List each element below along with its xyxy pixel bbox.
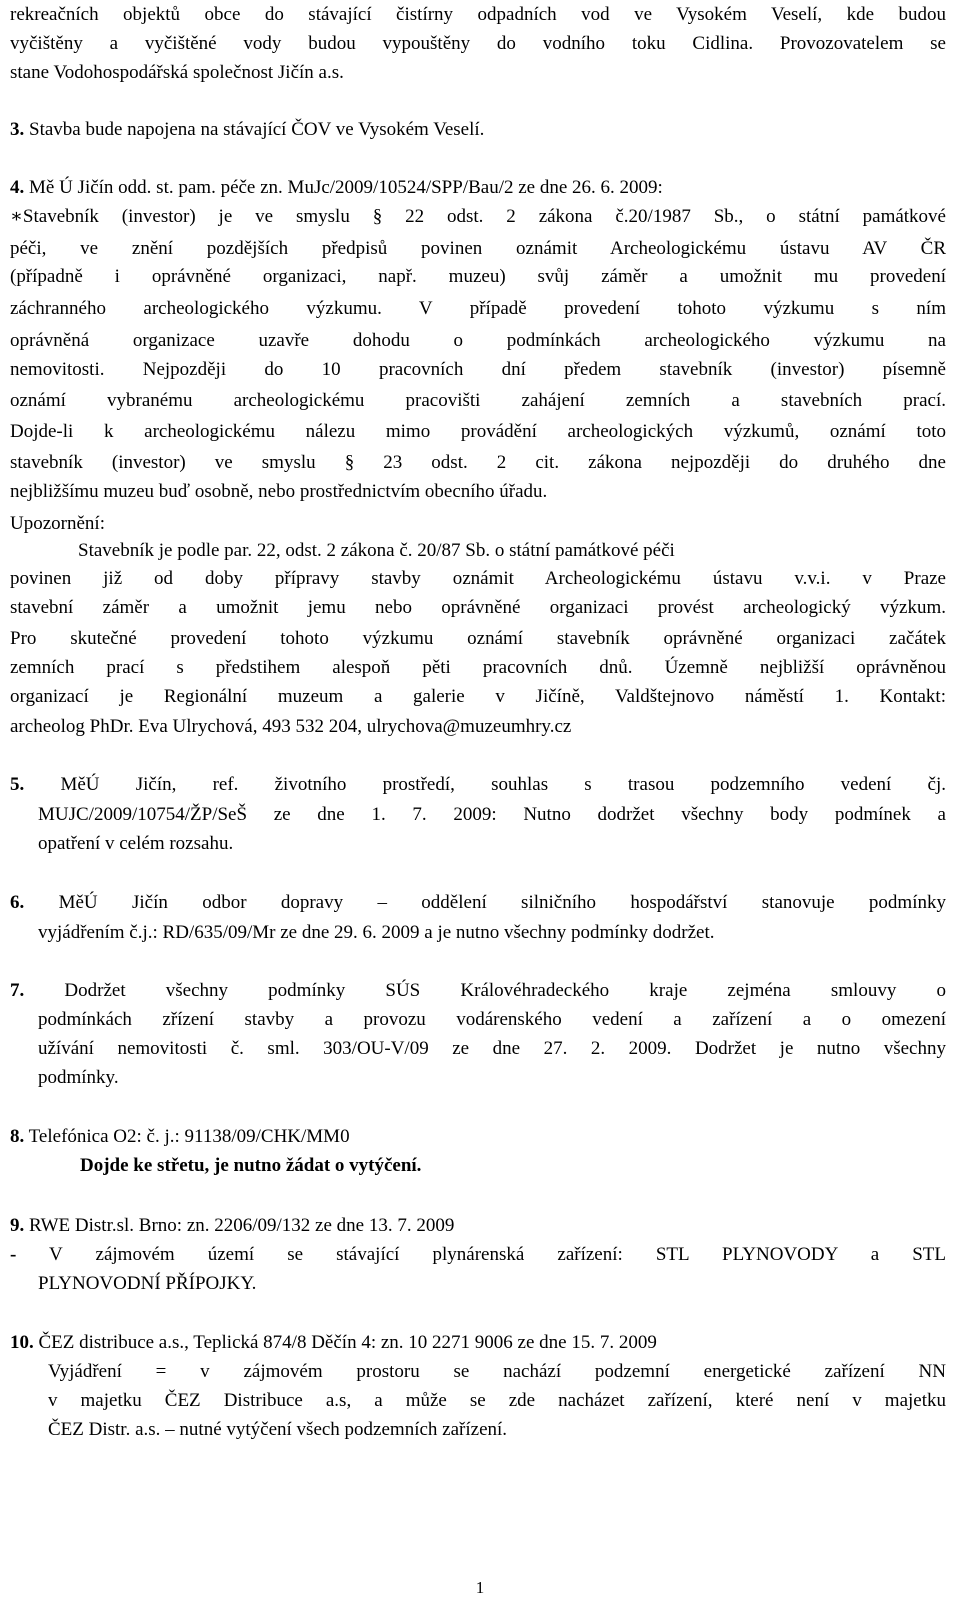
text-line (78, 540, 675, 562)
line-text: oznámí vybranému archeologickému pracovišti zahájení zemních a stavebních prací. (10, 390, 946, 411)
line-text: Dojde ke střetu, je nutno žádat o vytýčení. (80, 1155, 422, 1176)
line-text: zemních prací s předstihem alespoň pěti pracovních dnů. Územně nejbližší oprávněnou (10, 657, 946, 678)
line-text: Telefónica O2: č. j.: 91138/09/CHK/MM0 (24, 1126, 350, 1147)
text-line (10, 892, 946, 914)
line-text: nemovitosti. Nejpozději do 10 pracovních dní předem stavebník (investor) písemně (10, 359, 946, 380)
line-text: opatření v celém rozsahu. (38, 833, 234, 854)
text-line (10, 716, 571, 738)
text-line (48, 1419, 507, 1441)
text-line (10, 597, 946, 619)
line-text: ČEZ Distr. a.s. – nutné vytýčení všech podzemních zařízení. (48, 1419, 508, 1440)
text-line (38, 804, 946, 826)
text-line (10, 238, 946, 260)
text-line (48, 1390, 946, 1412)
line-text: Upozornění: (10, 513, 105, 534)
text-line (10, 657, 946, 679)
line-text: péči, ve znění pozdějších předpisů povinen oznámit Archeologickému ústavu AV ČR (10, 238, 946, 259)
text-line (10, 330, 946, 352)
text-line (10, 390, 946, 412)
text-line (38, 1009, 946, 1031)
item-number: 10. (10, 1332, 34, 1353)
line-text: užívání nemovitosti č. sml. 303/OU-V/09 ze dne 27. 2. 2009. Dodržet je nutno všechny (38, 1038, 946, 1059)
page-number: 1 (475, 1578, 485, 1597)
text-line (38, 833, 233, 855)
line-text: stane Vodohospodářská společnost Jičín a.s. (10, 62, 344, 83)
line-text: RWE Distr.sl. Brno: zn. 2206/09/132 ze dne 13. 7. 2009 (24, 1215, 455, 1236)
line-text: rekreačních objektů obce do stávající čistírny odpadních vod ve Vysokém Veselí, kde budou (10, 4, 946, 25)
line-text: organizací je Regionální muzeum a galerie v Jičíně, Valdštejnovo náměstí 1. Kontakt: (10, 686, 946, 707)
text-line (10, 568, 946, 590)
text-line (10, 452, 946, 474)
line-text: povinen již od doby přípravy stavby oznámit Archeologickému ústavu v.v.i. v Praze (10, 568, 946, 589)
line-text: oprávněná organizace uzavře dohodu o podmínkách archeologického výzkumu na (10, 330, 946, 351)
text-line (10, 686, 946, 708)
text-line (10, 628, 946, 650)
line-text: vyčištěny a vyčištěné vody budou vypouštěny do vodního toku Cidlina. Provozovatelem se (10, 33, 946, 54)
line-text: vyjádřením č.j.: RD/635/09/Mr ze dne 29. 6. 2009 a je nutno všechny podmínky dodržet. (38, 922, 715, 943)
line-text: ČEZ distribuce a.s., Teplická 874/8 Děčín 4: zn. 10 2271 9006 ze dne 15. 7. 2009 (33, 1332, 657, 1353)
item-number: 7. (10, 980, 25, 1001)
text-line (10, 33, 946, 55)
text-line (38, 1067, 119, 1089)
text-line (10, 421, 946, 443)
line-text: MěÚ Jičín, ref. životního prostředí, souhlas s trasou podzemního vedení čj. (24, 774, 946, 795)
line-text: MěÚ Jičín odbor dopravy – oddělení silničního hospodářství stanovuje podmínky (24, 892, 946, 913)
text-line (38, 1273, 256, 1295)
item-number: 8. (10, 1126, 25, 1147)
text-line (10, 774, 946, 796)
item-number: 6. (10, 892, 25, 913)
text-line (38, 922, 715, 944)
item-number: 5. (10, 774, 25, 795)
text-line (10, 980, 946, 1002)
line-text: ∗Stavebník (investor) je ve smyslu § 22 odst. 2 zákona č.20/1987 Sb., o státní památkové (10, 206, 946, 227)
text-line (38, 1038, 946, 1060)
text-line (10, 298, 946, 320)
text-line (10, 119, 484, 141)
text-line (10, 62, 344, 84)
line-text: podmínky. (38, 1067, 119, 1088)
line-text: Dodržet všechny podmínky SÚS Královéhradeckého kraje zejména smlouvy o (24, 980, 946, 1001)
line-text: podmínkách zřízení stavby a provozu vodárenského vedení a zařízení a o omezení (38, 1009, 946, 1030)
text-line (10, 1215, 454, 1237)
line-text: Vyjádření = v zájmovém prostoru se nachází podzemní energetické zařízení NN (48, 1361, 946, 1382)
line-text: záchranného archeologického výzkumu. V případě provedení tohoto výzkumu s ním (10, 298, 946, 319)
line-text: nejbližšímu muzeu buď osobně, nebo prostřednictvím obecního úřadu. (10, 481, 548, 502)
line-text: (případně i oprávněné organizaci, např. muzeu) svůj záměr a umožnit mu provedení (10, 266, 946, 287)
line-text: Stavba bude napojena na stávající ČOV ve Vysokém Veselí. (24, 119, 485, 140)
text-line (10, 4, 946, 26)
line-text: stavebník (investor) ve smyslu § 23 odst. 2 cit. zákona nejpozději do druhého dne (10, 452, 946, 473)
line-text: V zájmovém území se stávající plynárenská zařízení: STL PLYNOVODY a STL (16, 1244, 946, 1265)
item-number: - (10, 1244, 17, 1265)
text-line (10, 1126, 350, 1148)
text-line (10, 359, 946, 381)
text-line (10, 206, 946, 228)
item-number: 4. (10, 177, 25, 198)
line-text: Pro skutečné provedení tohoto výzkumu oznámí stavebník oprávněné organizaci začátek (10, 628, 946, 649)
line-text: Stavebník je podle par. 22, odst. 2 zákona č. 20/87 Sb. o státní památkové péči (78, 540, 675, 561)
text-line (10, 1244, 946, 1266)
line-text: MUJC/2009/10754/ŽP/SeŠ ze dne 1. 7. 2009: Nutno dodržet všechny body podmínek a (38, 804, 946, 825)
text-line (10, 513, 105, 535)
line-text: stavební záměr a umožnit jemu nebo oprávněné organizaci provést archeologický výzkum. (10, 597, 946, 618)
line-text: PLYNOVODNÍ PŘÍPOJKY. (38, 1273, 257, 1294)
line-text: Dojde-li k archeologickému nálezu mimo provádění archeologických výzkumů, oznámí toto (10, 421, 946, 442)
text-line (10, 177, 663, 199)
item-number: 9. (10, 1215, 25, 1236)
text-line (10, 481, 547, 503)
item-number: 3. (10, 119, 25, 140)
line-text: Mě Ú Jičín odd. st. pam. péče zn. MuJc/2009/10524/SPP/Bau/2 ze dne 26. 6. 2009: (24, 177, 663, 198)
text-line (48, 1361, 946, 1383)
text-line (10, 266, 946, 288)
text-line (10, 1332, 657, 1354)
text-line (80, 1155, 421, 1177)
line-text: archeolog PhDr. Eva Ulrychová, 493 532 204, ulrychova@muzeumhry.cz (10, 716, 572, 737)
line-text: v majetku ČEZ Distribuce a.s, a může se zde nacházet zařízení, které není v majetku (48, 1390, 946, 1411)
